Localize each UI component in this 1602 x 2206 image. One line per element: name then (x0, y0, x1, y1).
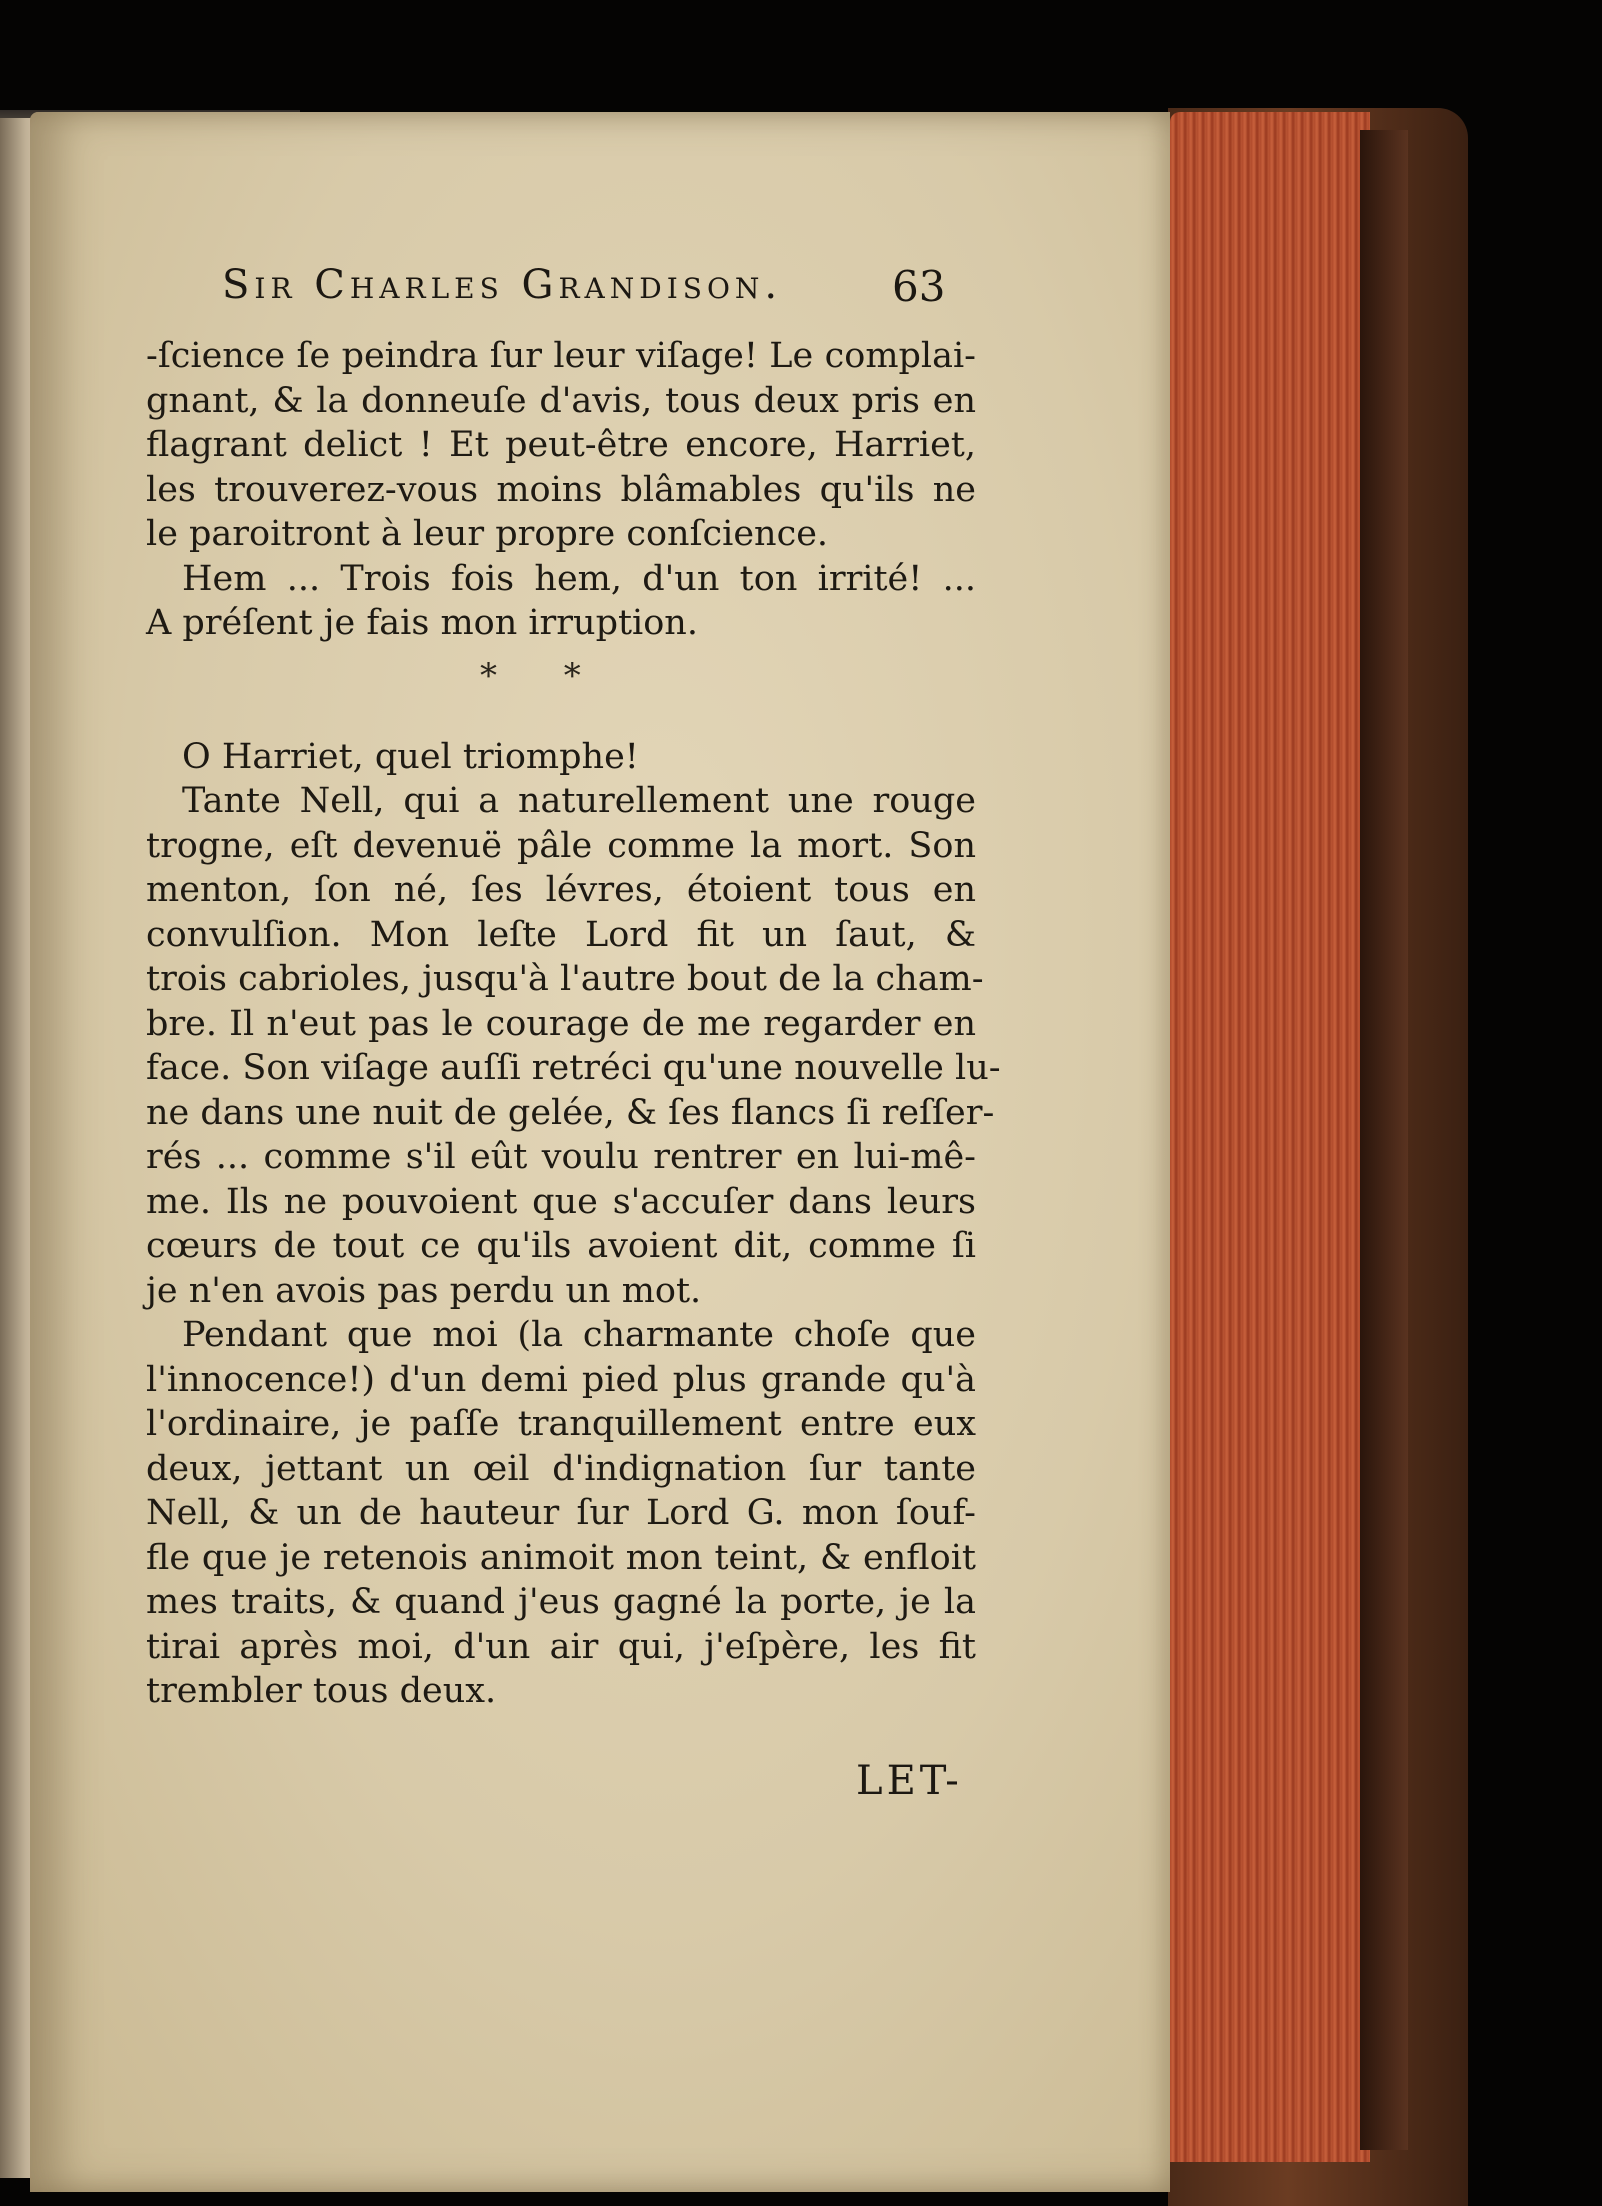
text-line: mes traits, & quand j'eus gagné la porte, je la (146, 1582, 976, 1622)
text-line: gnant, & la donneuſe d'avis, tous deux pris en (146, 380, 976, 421)
text-line: le paroitront à leur propre conſcience. (146, 514, 829, 554)
text-line: -ſcience ſe peindra ſur leur viſage! Le complai- (146, 336, 976, 376)
text-line: cœurs de tout ce qu'ils avoient dit, comme ſi (146, 1226, 976, 1266)
text-line: bre. Il n'eut pas le courage de me regarder en (146, 1003, 976, 1044)
text-line: les trouverez-vous moins blâmables qu'ils ne (146, 469, 976, 510)
text-line: trogne, eſt devenuë pâle comme la mort. Son (146, 825, 976, 866)
text-line: A préſent je fais mon irruption. (146, 603, 698, 643)
cover-shadow (1360, 130, 1408, 2150)
text-line: deux, jettant un œil d'indignation ſur tante (146, 1448, 976, 1489)
catchword: LET- (856, 1758, 963, 1804)
text-line: l'innocence!) d'un demi pied plus grande qu'à (146, 1359, 976, 1400)
text-line: tirai après moi, d'un air qui, j'eſpère, les fit (146, 1626, 976, 1667)
page-number: 63 (892, 262, 946, 311)
section-break-asterisks: * * (480, 656, 609, 696)
text-line: Hem ... Trois fois hem, d'un ton irrité! ... (182, 558, 976, 599)
text-line: je n'en avois pas perdu un mot. (146, 1270, 702, 1311)
text-line: face. Son viſage auſſi retréci qu'une nouvelle lu- (146, 1048, 1001, 1088)
text-line: l'ordinaire, je paſſe tranquillement entre eux (146, 1404, 976, 1444)
body-text (146, 334, 1001, 1714)
text-line: convulſion. Mon leſte Lord fit un ſaut, & (146, 914, 976, 955)
text-line: Pendant que moi (la charmante choſe que (182, 1315, 976, 1355)
text-line: trembler tous deux. (146, 1671, 497, 1711)
text-line: ne dans une nuit de gelée, & ſes flancs ſi reſſer- (146, 1092, 995, 1133)
text-line: fle que je retenois animoit mon teint, & enfloit (146, 1537, 976, 1578)
text-line: Nell, & un de hauteur ſur Lord G. mon ſouf- (146, 1493, 976, 1533)
text-line: Tante Nell, qui a naturellement une rouge (182, 781, 976, 821)
text-line: O Harriet, quel triomphe! (182, 736, 639, 777)
running-title: Sir Charles Grandison. (222, 262, 783, 308)
text-line: menton, ſon né, ſes lévres, étoient tous en (146, 870, 976, 910)
page-edges (1170, 112, 1370, 2162)
text-line: flagrant delict ! Et peut-être encore, Harriet, (146, 425, 976, 465)
text-line: rés ... comme s'il eût voulu rentrer en lui-mê- (146, 1137, 976, 1177)
text-line: me. Ils ne pouvoient que s'accuſer dans leurs (146, 1181, 976, 1222)
text-line: trois cabrioles, jusqu'à l'autre bout de la cham- (146, 959, 984, 999)
